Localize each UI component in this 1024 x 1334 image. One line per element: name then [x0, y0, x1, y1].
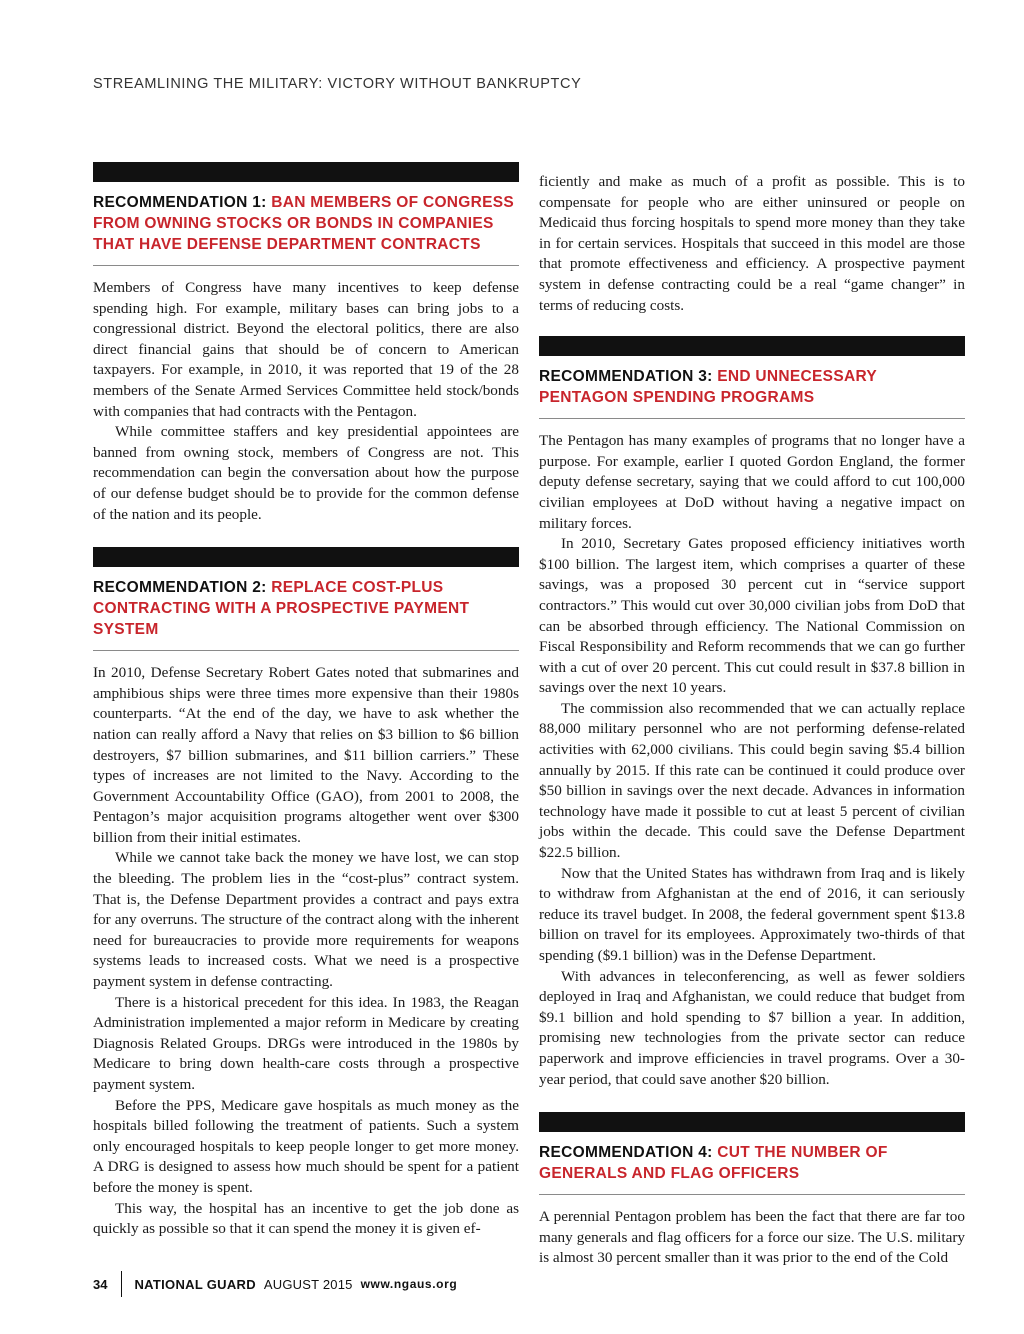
- paragraph: ficiently and make as much of a profit as possible. This is to compensate for people who are either uninsured or people on Medicaid thus forcing hospitals to spend more money than they take in for certain services. Hospitals that succeed in this model are those that promote effectiveness and efficiency. A prospective payment system in defense contracting could be a real “game changer” in terms of reducing costs.: [539, 173, 965, 314]
- rec4-label: RECOMMENDATION 4:: [539, 1144, 713, 1162]
- rec1-bar: [93, 162, 519, 182]
- paragraph: While committee staffers and key presidential appointees are banned from owning stock, members of Congress are not. This recommendation can begin the conversation about how the purpose of our defense budget should be to provide for the common defense of the nation and its people.: [93, 423, 519, 523]
- paragraph: With advances in teleconferencing, as well as fewer soldiers deployed in Iraq and Afghanistan, we could reduce that budget from $9.1 billion and hold spending to $7 billion a year. In addition, promising new technologies from the private sector can reduce paperwork and improve efficiencies in travel programs. Over a 30-year period, that could save another $20 billion.: [539, 967, 965, 1088]
- paragraph: A perennial Pentagon problem has been the fact that there are far too many generals and flag officers for a force our size. The U.S. military is almost 30 percent smaller than it was prior to the end of the Cold: [539, 1208, 965, 1267]
- left-column: [93, 162, 519, 1240]
- page-number: 34: [93, 1276, 108, 1292]
- publication-name: NATIONAL GUARD: [134, 1276, 256, 1292]
- page-footer: [93, 1271, 457, 1297]
- rec3-label: RECOMMENDATION 3:: [539, 368, 713, 386]
- rec1-body: [93, 278, 519, 525]
- rec2-body: [93, 663, 519, 1240]
- paragraph: In 2010, Secretary Gates proposed efficiency initiatives worth $100 billion. The largest item, which comprises a quarter of these savings, was a proposed 30 percent cut in “service support contractors.” This would cut over 30,000 civilian jobs from DoD that can be absorbed through efficiency. The National Commission on Fiscal Responsibility and Reform recommends that we can go further with a cut of over 20 percent. This cut could result in $37.8 billion in savings over the next 10 years.: [539, 535, 965, 697]
- paragraph: The Pentagon has many examples of programs that no longer have a purpose. For example, earlier I quoted Gordon England, the former deputy defense secretary, saying that we could afford to cut 100,000 civilian employees at DoD without having a negative impact on military forces.: [539, 432, 965, 532]
- issue-date: AUGUST 2015: [263, 1276, 353, 1292]
- rec3-bar: [539, 336, 965, 356]
- paragraph: Now that the United States has withdrawn from Iraq and is likely to withdraw from Afghanistan at the end of 2016, it can seriously reduce its travel budget. In 2008, the federal government spent $13.8 billion on travel for its employees. Approximately two-thirds of that spending ($9.1 billion) was in the Defense Department.: [539, 864, 965, 964]
- rec3-heading: [539, 366, 965, 419]
- rec3-body: [539, 431, 965, 1090]
- rec4-title: CUT THE NUMBER OF GENERALS AND FLAG OFFICERS: [539, 1144, 888, 1183]
- rec2-heading: [93, 577, 519, 651]
- rec2-continuation: [539, 172, 965, 316]
- rec1-heading: [93, 192, 519, 266]
- rec1-title: BAN MEMBERS OF CONGRESS FROM OWNING STOCKS OR BONDS IN COMPANIES THAT HAVE DEFENSE DEPARTMENT CONTRACTS: [93, 194, 515, 253]
- rec4-bar: [539, 1112, 965, 1132]
- website-link[interactable]: www.ngaus.org: [360, 1277, 458, 1291]
- rec1-label: RECOMMENDATION 1:: [93, 194, 267, 211]
- paragraph: The commission also recommended that we can actually replace 88,000 military personnel who are not performing defense-related activities with 62,000 civilians. This could begin saving $5.4 billion annually by 2015. If this rate can be continued it could produce over $50 billion in savings over the next decade. Advances in information technology have made it possible to cut at least 5 percent of civilian jobs within the decade. This could save the Defense Department $22.5 billion.: [539, 699, 965, 862]
- paragraph: In 2010, Defense Secretary Robert Gates noted that submarines and amphibious ships were three times more expensive than their 1980s counterparts. “At the end of the day, we have to ask whether the nation can really afford a Navy that relies on $3 billion to $6 billion destroyers, $7 billion submarines, and $11 billion carriers.” These types of increases are not limited to the Navy. According to the Government Accountability Office (GAO), from 2001 to 2008, the Pentagon’s major acquisition programs altogether went over $300 billion from their initial estimates.: [93, 664, 519, 846]
- paragraph: Before the PPS, Medicare gave hospitals as much money as the hospitals billed following the treatment of patients. Such a system only encouraged hospitals to keep people longer to get more money. A DRG is designed to assess how much should be spent for a patient before the money is spent.: [93, 1096, 519, 1196]
- rec2-label: RECOMMENDATION 2:: [93, 579, 267, 597]
- rec2-title: REPLACE COST-PLUS CONTRACTING WITH A PROSPECTIVE PAYMENT SYSTEM: [93, 579, 470, 639]
- rec3-title: END UNNECESSARY PENTAGON SPENDING PROGRAMS: [539, 368, 877, 407]
- paragraph: While we cannot take back the money we have lost, we can stop the bleeding. The problem lies in the “cost-plus” contract system. That is, the Defense Department provides a contract and pays extra for any overruns. The structure of the contract along with the inherent need for bureaucracies to provide more requirements for weapons systems leads to increased costs. What we need is a prospective payment system in defense contracting.: [93, 849, 519, 991]
- paragraph: There is a historical precedent for this idea. In 1983, the Reagan Administration implemented a major reform in Medicare by creating Diagnosis Related Groups. DRGs were introduced in the 1980s by Medicare to bring down health-care costs through a prospective payment system.: [93, 993, 519, 1093]
- rec4-heading: [539, 1142, 965, 1195]
- right-column: [539, 172, 965, 1269]
- rec2-bar: [93, 547, 519, 567]
- paragraph: This way, the hospital has an incentive to get the job done as quickly as possible so that it can spend the money it is given ef-: [93, 1199, 519, 1238]
- running-head: STREAMLINING THE MILITARY: VICTORY WITHOUT BANKRUPTCY: [93, 76, 582, 92]
- footer-divider: [121, 1271, 122, 1297]
- paragraph: Members of Congress have many incentives to keep defense spending high. For example, military bases can bring jobs to a congressional district. Beyond the electoral politics, there are also direct financial gains that should be of concern to American taxpayers. For example, in 2010, it was reported that 19 of the 28 members of the Senate Armed Services Committee held stock/bonds with companies that had contracts with the Pentagon.: [93, 279, 519, 420]
- rec4-body: [539, 1207, 965, 1269]
